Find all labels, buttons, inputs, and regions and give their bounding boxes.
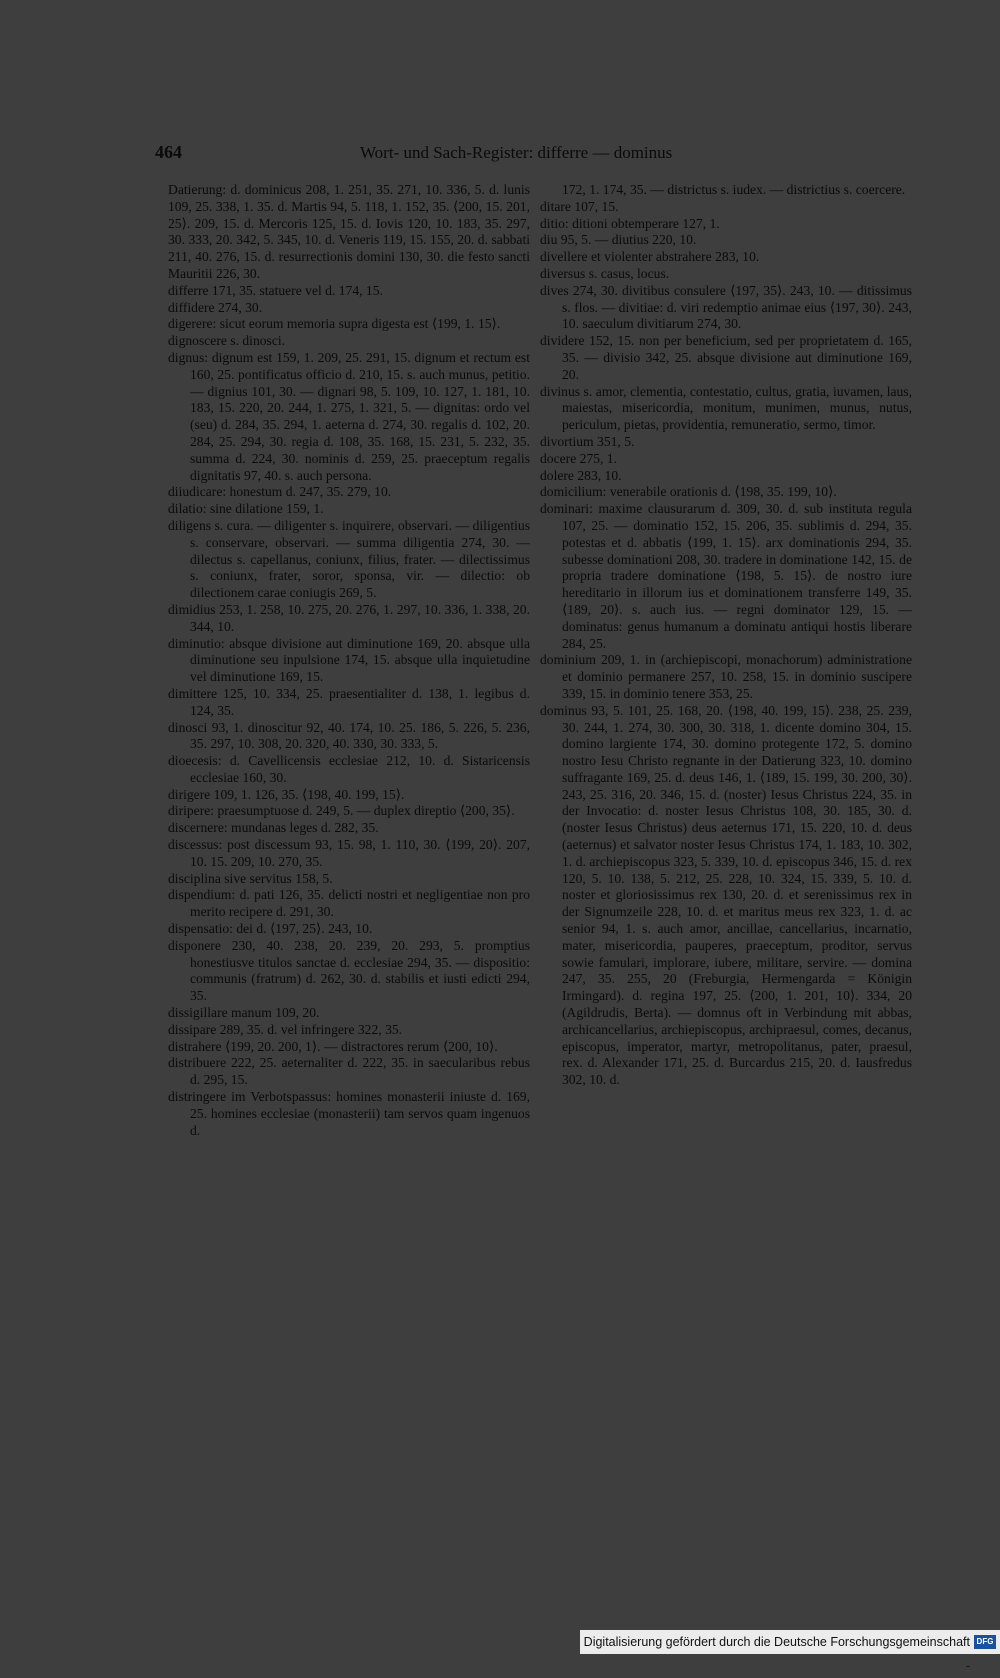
index-entry: dimittere 125, 10. 334, 25. praesentialiter d. 138, 1. legibus d. 124, 35. xyxy=(168,685,530,718)
index-entry: discernere: mundanas leges d. 282, 35. xyxy=(168,820,379,836)
index-entry: differre 171, 35. statuere vel d. 174, 15. xyxy=(168,282,383,298)
left-column xyxy=(168,182,530,1139)
index-entry: divortium 351, 5. xyxy=(540,433,635,449)
index-entry: discessus: post discessum 93, 15. 98, 1. 110, 30. ⟨199, 20⟩. 207, 10. 15. 209, 10. 270, 35. xyxy=(168,837,530,869)
index-entry: Datierung: d. dominicus 208, 1. 251, 35. 271, 10. 336, 5. d. lunis 109, 25. 338, 1. 35. d. Martis 94, 5. 118, 1. 152, 35. ⟨200, 15. 201, 25⟩. 209, 15. d. Mercoris 125, 15. d. Iovis 120, 10. 183, 35. 297, 30. 333, 20. 342, 5. 345, 10. d. Veneris 119, 15. 155, 20. d. sabbati 211, 40. 276, 15. d. resurrectionis domini 130, 30. die festo sancti Mauritii 226, 30. xyxy=(168,182,530,281)
index-entry: dives 274, 30. divitibus consulere ⟨197, 35⟩. 243, 10. — ditissimus s. flos. — divitiae: d. viri redemptio animae eius ⟨197, 30⟩. 243, 10. saeculum divitiarum 274, 30. xyxy=(540,282,912,332)
index-entry: dignus: dignum est 159, 1. 209, 25. 291, 15. dignum et rectum est 160, 25. pontificatus officio d. 210, 15. s. auch munus, petitio. — dignius 101, 30. — dignari 98, 5. 109, 10. 127, 1. 181, 10. 183, 15. 220, 20. 244, 1. 275, 1. 321, 5. — dignitas: ordo vel (seu) d. 284, 35. 294, 1. aeterna d. 274, 30. regalis d. 102, 20. 284, 25. 294, 30. regia d. 108, 35. 168, 15. 231, 5. 232, 35. summa d. 224, 30. nominis d. 259, 25. praeceptum regalis dignitatis 97, 40. s. auch persona. xyxy=(168,349,530,483)
index-entry: dominus 93, 5. 101, 25. 168, 20. ⟨198, 40. 199, 15⟩. 238, 25. 239, 30. 244, 1. 274, 30. 300, 30. 318, 1. dicente domino 304, 15. domino largiente 174, 30. domino protegente 172, 5. domino nostro Iesu Christo regnante in der Datierung 323, 10. domino suffragante 169, 25. d. deus 146, 1. ⟨189, 15. 199, 30. 200, 30⟩. 243, 25. 316, 20. 346, 15. d. (noster) Iesus Christus 224, 35. in der Invocatio: d. noster Iesus Christus 108, 30. 185, 30. d. (noster Iesus Christus) deus aeternus 171, 15. 220, 10. d. deus (aeternus) et salvator noster Iesus Christus 174, 1. 183, 10. 302, 1. d. archiepiscopus 323, 5. 339, 10. d. episcopus 346, 15. d. rex 120, 5. 10. 138, 5. 212, 25. 228, 10. 324, 15. 339, 5. 10. d. noster et gloriosissimus rex 130, 20. d. et serenissimus rex in der Signumzeile 228, 10. d. et maritus meus rex 323, 1. d. ac senior 94, 1. s. auch amor, ancillae, cancellarius, incarnatio, mater, misericordia, pauperes, praeceptum, proditor, servus sowie famulari, implorare, iubere, militare, servire. — domina 247, 35. 255, 20 (Freburgia, Hermengarda = Königin Irmingard). d. regina 197, 25. ⟨200, 1. 201, 10⟩. 334, 20 (Agildrudis, Berta). — domnus oft in Verbindung mit abbas, archicancellarius, archiepiscopus, archipraesul, comes, decanus, episcopus, imperator, martyr, metropolitanus, pater, praesul, rex. d. Alexander 171, 25. d. Burcardus 215, 20. d. Iausfredus 302, 10. d. xyxy=(540,702,912,1088)
right-column xyxy=(540,182,912,1089)
page-header xyxy=(155,142,695,166)
index-entry: diiudicare: honestum d. 247, 35. 279, 10. xyxy=(168,484,392,500)
index-entry: dioecesis: d. Cavellicensis ecclesiae 212, 10. d. Sistaricensis ecclesiae 160, 30. xyxy=(168,753,530,785)
page-number: 464 xyxy=(155,142,182,162)
index-entry: dominium 209, 1. in (archiepiscopi, monachorum) administratione et dominio permanere 257, 10. 258, 15. in dominio suscipere 339, 15. in dominio tenere 353, 25. xyxy=(540,652,912,701)
index-entry: dimidius 253, 1. 258, 10. 275, 20. 276, 1. 297, 10. 336, 1. 338, 20. 344, 10. xyxy=(168,601,530,634)
index-entry: disponere 230, 40. 238, 20. 239, 20. 293, 5. promptius honestiusve titulos sanctae d. ecclesiae 294, 35. — dispositio: communis (fratrum) d. 262, 30. d. stabilis et iusti edicti 294, 35. xyxy=(168,937,530,1004)
index-entry: distribuere 222, 25. aeternaliter d. 222, 35. in saecularibus rebus d. 295, 15. xyxy=(168,1055,530,1088)
dfg-logo-icon: DFG xyxy=(974,1635,996,1649)
running-head: Wort- und Sach-Register: differre — dominus xyxy=(360,143,673,162)
index-entry: 172, 1. 174, 35. — districtus s. iudex. — districtius s. coercere. xyxy=(562,182,906,197)
index-entry: diripere: praesumptuose d. 249, 5. — duplex direptio ⟨200, 35⟩. xyxy=(168,803,515,819)
index-entry: dissipare 289, 35. d. vel infringere 322, 35. xyxy=(168,1021,403,1037)
index-entry: domicilium: venerabile orationis d. ⟨198, 35. 199, 10⟩. xyxy=(540,484,837,500)
index-entry: diffidere 274, 30. xyxy=(168,299,263,315)
index-entry: dilatio: sine dilatione 159, 1. xyxy=(168,501,324,517)
index-entry: dispensatio: dei d. ⟨197, 25⟩. 243, 10. xyxy=(168,921,373,937)
footer-credit: Digitalisierung gefördert durch die Deutsche Forschungsgemeinschaft - xyxy=(583,1635,970,1673)
index-entry: divellere et violenter abstrahere 283, 10. xyxy=(540,249,760,265)
index-entry: diminutio: absque divisione aut diminutione 169, 20. absque ulla diminutione seu inpulsione 174, 15. absque ulla inquietudine vel diminutione 169, 15. xyxy=(168,635,530,685)
index-entry: distrahere ⟨199, 20. 200, 1⟩. — distractores rerum ⟨200, 10⟩. xyxy=(168,1038,498,1054)
index-entry: dinosci 93, 1. dinoscitur 92, 40. 174, 10. 25. 186, 5. 226, 5. 236, 35. 297, 10. 308, 20. 320, 40. 330, 30. 333, 5. xyxy=(168,719,530,752)
index-entry: diu 95, 5. — diutius 220, 10. xyxy=(540,232,697,248)
index-entry: ditare 107, 15. xyxy=(540,198,619,214)
index-entry: dissigillare manum 109, 20. xyxy=(168,1005,320,1021)
footer-bar xyxy=(580,1630,1000,1673)
index-entry: divinus s. amor, clementia, contestatio, cultus, gratia, iuvamen, laus, maiestas, misericordia, monitum, munimen, munus, nutus, periculum, pietas, providentia, remuneratio, sermo, timor. xyxy=(540,383,912,433)
index-entry: disciplina sive servitus 158, 5. xyxy=(168,870,333,886)
index-entry: dispendium: d. pati 126, 35. delicti nostri et negligentiae non pro merito recipere d. 291, 30. xyxy=(168,887,530,920)
index-entry: digerere: sicut eorum memoria supra digesta est ⟨199, 1. 15⟩. xyxy=(168,316,501,332)
index-entry: docere 275, 1. xyxy=(540,450,618,466)
index-entry: ditio: ditioni obtemperare 127, 1. xyxy=(540,215,720,231)
index-entry: dominari: maxime clausurarum d. 309, 30. d. sub instituta regula 107, 25. — dominatio 152, 15. 206, 35. sublimis d. 294, 35. potestas et d. abbatis ⟨199, 1. 15⟩. arx dominationis 294, 35. subesse dominationi 208, 30. tradere in dominatione 142, 15. de propria tradere dominatione ⟨198, 5. 15⟩. de nostro iure hereditario in illorum ius et dominationem transferre 149, 35. ⟨189, 20⟩. s. auch ius. — regni dominator 129, 15. — dominatus: genus humanum a dominatu antiqui hostis liberare 284, 25. xyxy=(540,501,912,651)
index-entry: dirigere 109, 1. 126, 35. ⟨198, 40. 199, 15⟩. xyxy=(168,786,405,802)
index-entry: dignoscere s. dinosci. xyxy=(168,333,286,349)
index-entry: distringere im Verbotspassus: homines monasterii iniuste d. 169, 25. homines ecclesiae (monasterii) tam servos quam ingenuos d. xyxy=(168,1089,530,1138)
index-entry: diligens s. cura. — diligenter s. inquirere, observari. — diligentius s. conservare, observari. — summa diligentia 274, 30. — dilectus s. capellanus, coniunx, filius, frater. — dilectissimus s. coniunx, frater, soror, sponsa, vir. — dilectio: ob dilectionem carae coniugis 269, 5. xyxy=(168,517,530,601)
index-entry: dolere 283, 10. xyxy=(540,467,622,483)
index-entry: diversus s. casus, locus. xyxy=(540,265,670,281)
index-entry: dividere 152, 15. non per beneficium, sed per proprietatem d. 165, 35. — divisio 342, 25. absque divisione aut diminutione 169, 20. xyxy=(540,333,912,382)
